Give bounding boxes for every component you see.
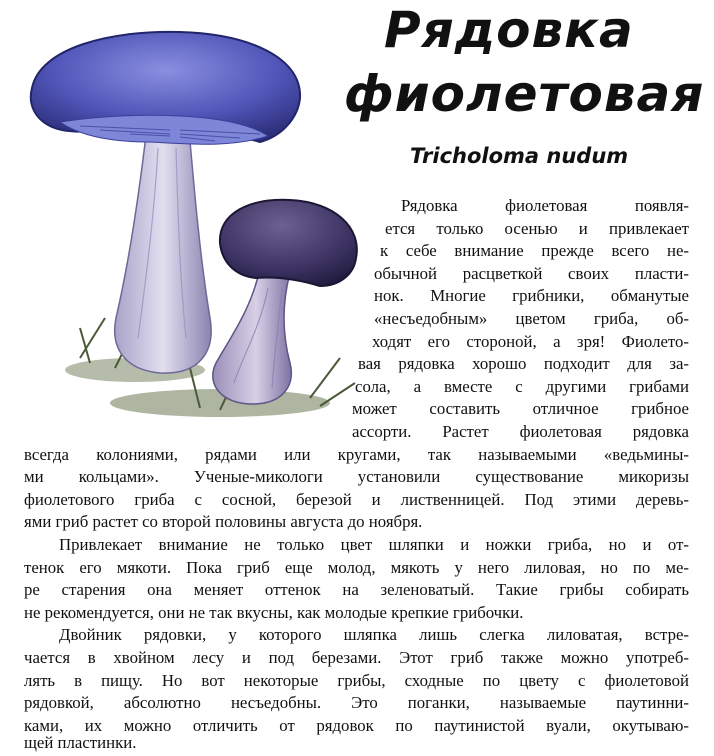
article-line: рядовкой, абсолютно несъедобны. Это поганки, называемые паутинни- — [24, 693, 689, 713]
article-line: тенок его мякоти. Пока гриб еще молод, мякоть у него лиловая, но по ме- — [24, 557, 689, 577]
article-line: Двойник рядовки, у которого шляпка лишь слегка лиловатая, встре- — [59, 625, 689, 645]
title-line-2: фиолетовая — [344, 65, 705, 123]
article-line: сола, а вместе с другими грибами — [355, 376, 689, 396]
article-line: чается в хвойном лесу и под березами. Этот гриб также можно употреб- — [24, 648, 689, 667]
mushroom-illustration — [20, 18, 370, 428]
article-line: Привлекает внимание не только цвет шляпки и ножки гриба, но и от- — [59, 535, 689, 554]
article-line: ками, их можно отличить от рядовок по паутинистой вуали, окутываю- — [24, 715, 689, 735]
article-line: «несъедобным» цветом гриба, об- — [374, 309, 689, 328]
article-line: ется только осенью и привлекает — [385, 218, 689, 238]
article-line: нок. Многие грибники, обманутые — [374, 286, 689, 306]
article-line: не рекомендуется, они не так вкусны, как молодые крепкие грибочки. — [24, 602, 524, 622]
article-line: к себе внимание прежде всего не- — [380, 241, 689, 261]
small-mushroom-cap — [220, 200, 357, 286]
article-line: лять в пищу. Но вот некоторые грибы, сходные по цвету с фиолетовой — [24, 670, 689, 690]
article-line: ассорти. Растет фиолетовая рядовка — [352, 422, 689, 441]
large-mushroom-cap — [31, 32, 300, 144]
article-line: ями гриб растет со второй половины августа до ноября. — [24, 512, 423, 532]
article-line: всегда колониями, рядами или кругами, так называемыми «ведьмины- — [24, 444, 689, 464]
article-line: вая рядовка хорошо подходит для за- — [358, 354, 689, 374]
article-line: фиолетового гриба с сосной, березой и лиственницей. Под этими деревь- — [24, 489, 689, 509]
article-line: Рядовка фиолетовая появля- — [401, 196, 689, 215]
title-line-1: Рядовка — [384, 1, 634, 59]
article-line: может составить отличное грибное — [352, 399, 689, 419]
small-mushroom-stem — [213, 268, 292, 404]
article-line: обычной расцветкой своих пласти- — [374, 263, 689, 283]
article-line: ре старения она меняет оттенок на зеленоватый. Такие грибы собирать — [24, 580, 689, 600]
article-line: ми кольцами». Ученые-микологи установили существование микоризы — [24, 467, 689, 487]
large-mushroom-stem — [115, 118, 211, 373]
article-line: ходят его стороной, а зря! Фиолето- — [372, 331, 689, 351]
latin-name: Tricholoma nudum — [410, 144, 629, 168]
article-line: щей пластинки. — [24, 733, 137, 752]
